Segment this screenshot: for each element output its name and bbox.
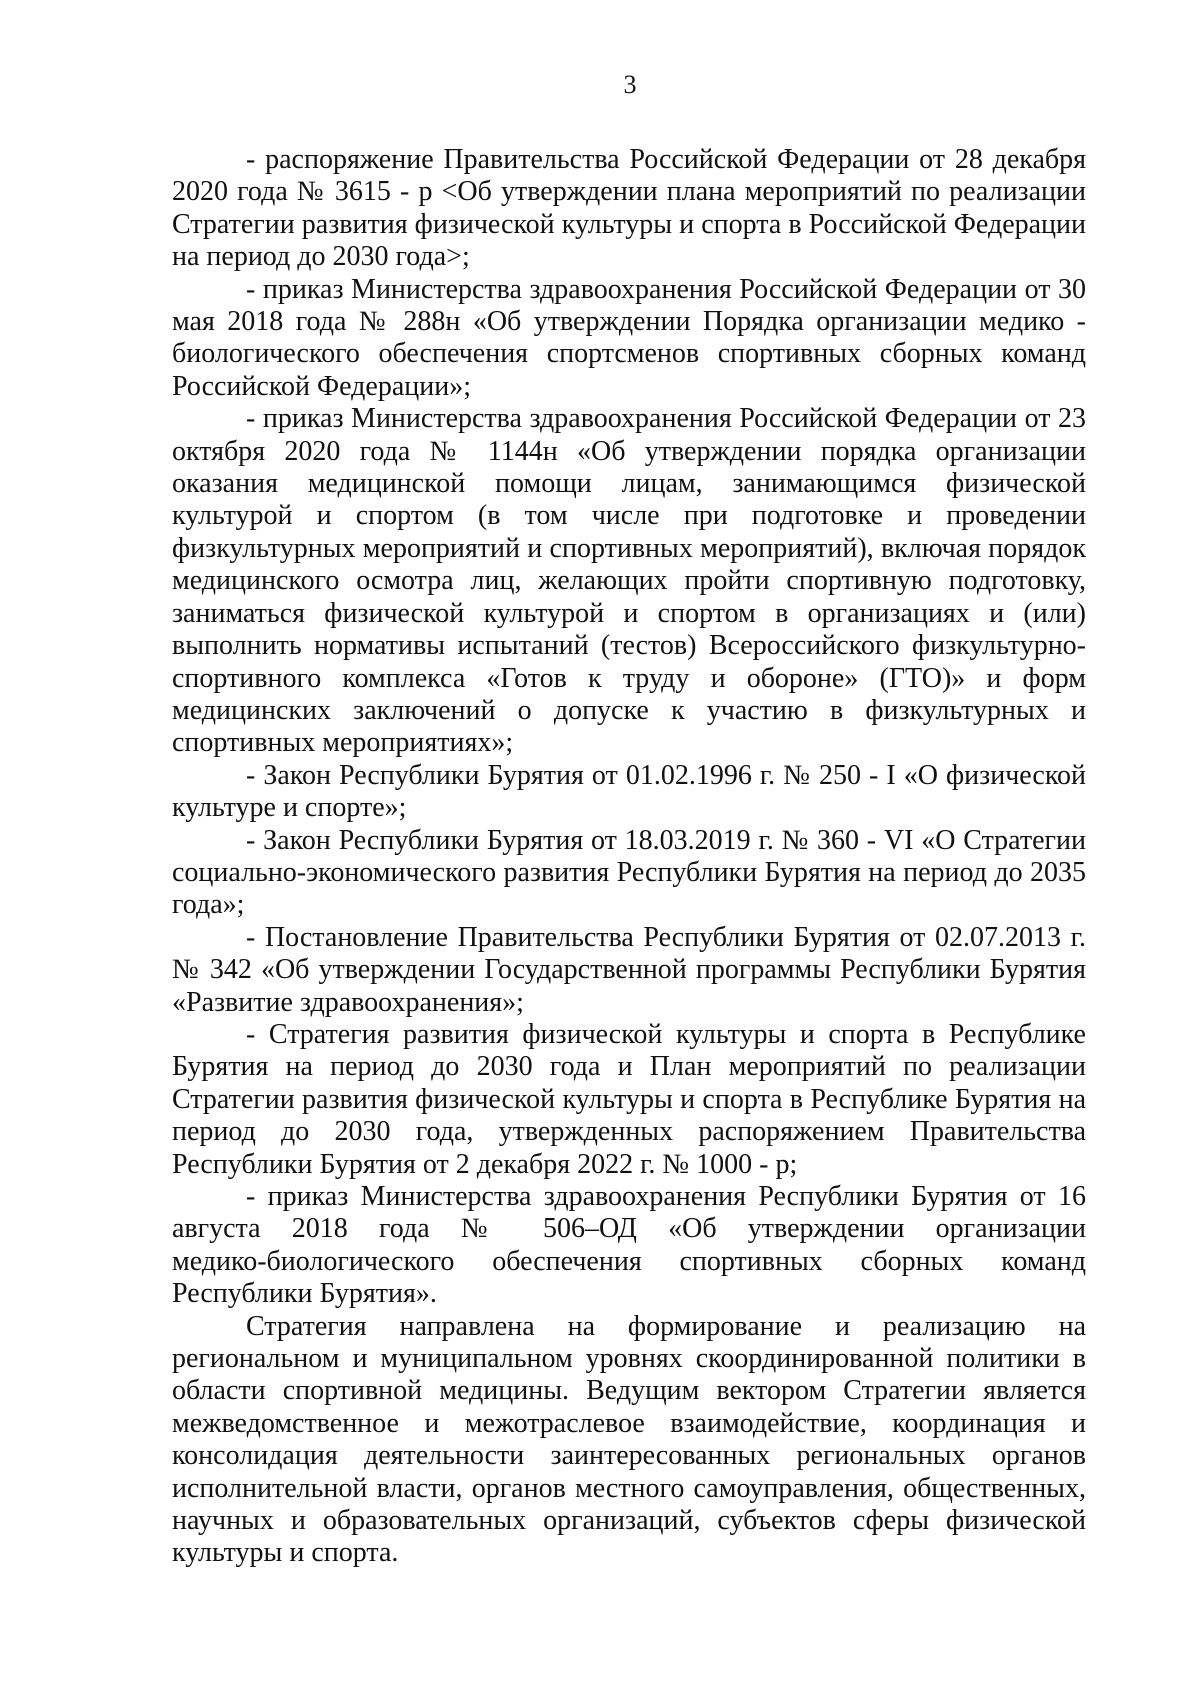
- order-reference-line: августа 2018 года № 506–ОД «Об утверждении организации: [172, 1213, 1086, 1245]
- order-reference-line: медико-биологического обеспечения спортивных сборных команд: [172, 1245, 1086, 1277]
- legal-reference-paragraph: - Закон Республики Бурятия от 18.03.2019 г. № 360 - VI «О Стратегии социально-экономического развития Республики Бурятия на период до 2035 года»;: [172, 824, 1086, 921]
- legal-reference-paragraph: - приказ Министерства здравоохранения Российской Федерации от 30 мая 2018 года № 288н «Об утверждении Порядка организации медико - биологического обеспечения спортсменов спортивных сборных команд Российской Федерации»;: [172, 273, 1086, 402]
- strategy-description-paragraph: Стратегия направлена на формирование и реализацию на региональном и муниципальном уровнях скоординированной политики в области спортивной медицины. Ведущим вектором Стратегии является межведомственное и межотраслевое взаимодействие, координация и консолидация деятельности заинтересованных региональных органов исполнительной власти, органов местного самоуправления, общественных, научных и образовательных организаций, субъектов сферы физической культуры и спорта.: [172, 1310, 1086, 1569]
- legal-reference-paragraph: - Стратегия развития физической культуры и спорта в Республике Бурятия на период до 2030 года и План мероприятий по реализации Стратегии развития физической культуры и спорта в Республике Бурятия на период до 2030 года, утвержденных распоряжением Правительства Республики Бурятия от 2 декабря 2022 г. № 1000 - р;: [172, 1018, 1086, 1180]
- page-number: 3: [623, 70, 637, 99]
- legal-reference-paragraph: - приказ Министерства здравоохранения Российской Федерации от 23 октября 2020 года № 1144н «Об утверждении порядка организации оказания медицинской помощи лицам, занимающимся физической культурой и спортом (в том числе при подготовке и проведении физкультурных мероприятий и спортивных мероприятий), включая порядок медицинского осмотра лиц, желающих пройти спортивную подготовку, заниматься физической культурой и спортом в организациях и (или) выполнить нормативы испытаний (тестов) Всероссийского физкультурно-спортивного комплекса «Готов к труду и обороне» (ГТО)» и форм медицинских заключений о допуске к участию в физкультурных и спортивных мероприятиях»;: [172, 403, 1086, 759]
- legal-reference-paragraph: - Постановление Правительства Республики Бурятия от 02.07.2013 г. № 342 «Об утверждении Государственной программы Республики Бурятия «Развитие здравоохранения»;: [172, 921, 1086, 1018]
- legal-reference-paragraph: - Закон Республики Бурятия от 01.02.1996 г. № 250 - I «О физической культуре и спорте»;: [172, 759, 1086, 824]
- document-body: [172, 144, 1086, 1570]
- order-reference-line: Республики Бурятия».: [172, 1278, 437, 1310]
- legal-reference-paragraph: - распоряжение Правительства Российской Федерации от 28 декабря 2020 года № 3615 - р <Об утверждении плана мероприятий по реализации Стратегии развития физической культуры и спорта в Российской Федерации на период до 2030 года>;: [172, 144, 1086, 273]
- order-reference-paragraph: [172, 1181, 1086, 1311]
- order-reference-line: - приказ Министерства здравоохранения Республики Бурятия от 16: [246, 1181, 1086, 1212]
